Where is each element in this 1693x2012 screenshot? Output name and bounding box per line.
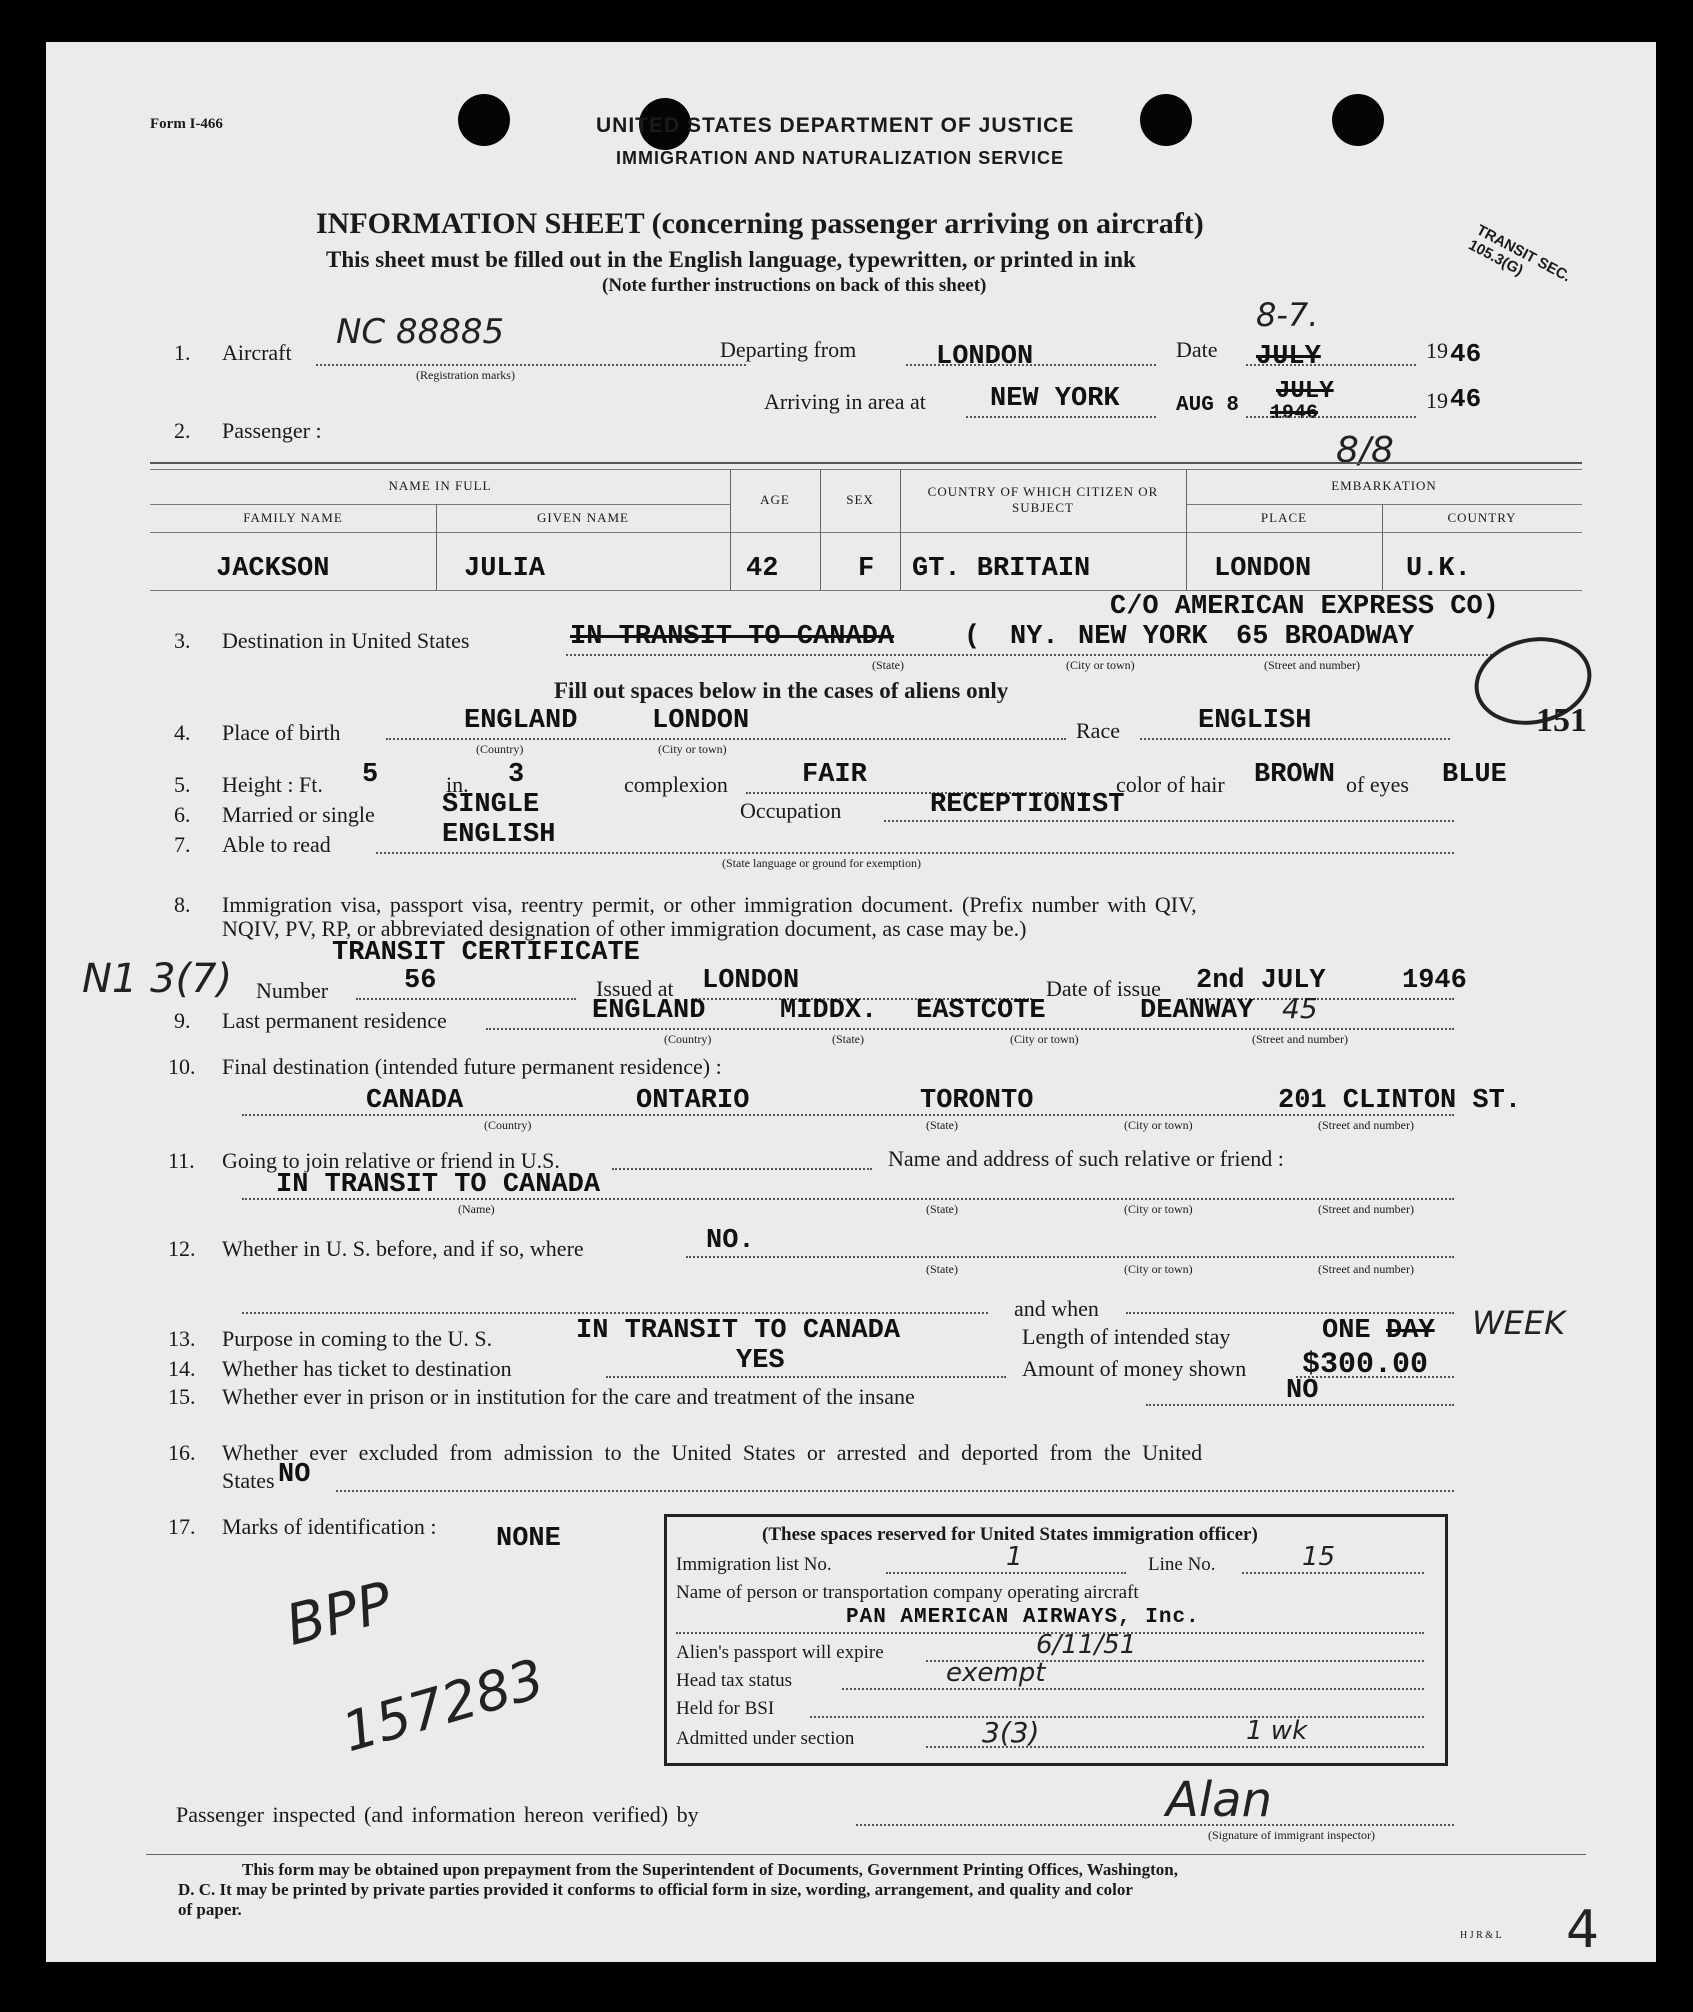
handwritten-code: BPP bbox=[279, 1570, 399, 1659]
header-country-citizen: COUNTRY OF WHICH CITIZEN OR SUBJECT bbox=[927, 484, 1159, 515]
header-age: AGE bbox=[760, 492, 790, 507]
bsi-label: Held for BSI bbox=[676, 1698, 775, 1719]
destination-state: NY. bbox=[1010, 622, 1059, 652]
registration-caption: (Registration marks) bbox=[416, 368, 515, 382]
admitted-section: 3(3) bbox=[982, 1716, 1040, 1749]
excluded-value: NO bbox=[278, 1460, 311, 1490]
section-label: Admitted under section bbox=[676, 1728, 855, 1749]
height-feet: 5 bbox=[362, 760, 379, 790]
stay-length: ONE bbox=[1322, 1316, 1371, 1346]
transit-stamp: TRANSIT SEC. 105.3(G) bbox=[1465, 221, 1574, 286]
caption-street: (Street and number) bbox=[1264, 658, 1360, 672]
year-prefix: 19 bbox=[1426, 388, 1448, 413]
header-embarkation: EMBARKATION bbox=[1331, 478, 1437, 493]
arrival-year: 46 bbox=[1450, 384, 1482, 414]
hair-color: BROWN bbox=[1254, 760, 1336, 790]
year-prefix: 19 bbox=[1426, 338, 1448, 363]
caption-street: (Street and number) bbox=[1318, 1118, 1414, 1132]
aliens-only-heading: Fill out spaces below in the cases of aliens only bbox=[554, 678, 1009, 703]
item-number: 9. bbox=[174, 1008, 191, 1033]
given-name: JULIA bbox=[464, 554, 546, 584]
caption-city: (City or town) bbox=[1124, 1118, 1193, 1132]
purpose: IN TRANSIT TO CANADA bbox=[576, 1316, 901, 1346]
prison-value: NO bbox=[1286, 1376, 1319, 1406]
issue-year: 1946 bbox=[1402, 966, 1467, 996]
caption-street: (Street and number) bbox=[1318, 1262, 1414, 1276]
item-number: 7. bbox=[174, 832, 191, 857]
stay-struck: DAY bbox=[1386, 1316, 1435, 1346]
item-number: 14. bbox=[168, 1356, 196, 1381]
line-number: 15 bbox=[1302, 1542, 1336, 1572]
inspected-label: Passenger inspected (and information hereon verified) by bbox=[176, 1802, 699, 1827]
destination-paren: ( bbox=[964, 622, 981, 652]
caption-street: (Street and number) bbox=[1318, 1202, 1414, 1216]
eye-color: BLUE bbox=[1442, 760, 1507, 790]
residence-street: DEANWAY bbox=[1140, 996, 1254, 1026]
service-title: IMMIGRATION AND NATURALIZATION SERVICE bbox=[616, 148, 1064, 168]
stay-handwritten: WEEK bbox=[1472, 1304, 1566, 1342]
departure-date-day: 8-7. bbox=[1256, 296, 1319, 334]
final-state: ONTARIO bbox=[636, 1086, 750, 1116]
company-name: PAN AMERICAN AIRWAYS, Inc. bbox=[846, 1606, 1200, 1629]
caption-city: (City or town) bbox=[658, 742, 727, 756]
birth-city: LONDON bbox=[652, 706, 750, 736]
caption-city: (City or town) bbox=[1124, 1202, 1193, 1216]
complexion: FAIR bbox=[802, 760, 867, 790]
occupation-label: Occupation bbox=[740, 798, 842, 823]
departing-from: LONDON bbox=[936, 342, 1034, 372]
caption-state: (State) bbox=[926, 1262, 958, 1276]
caption-state: (State) bbox=[872, 658, 904, 672]
header-family-name: FAMILY NAME bbox=[243, 510, 343, 525]
issued-label: Issued at bbox=[596, 976, 674, 1001]
embarkation-country: U.K. bbox=[1406, 554, 1471, 584]
item-number: 13. bbox=[168, 1326, 196, 1351]
item-number: 5. bbox=[174, 772, 191, 797]
item-number: 6. bbox=[174, 802, 191, 827]
relative-value: IN TRANSIT TO CANADA bbox=[276, 1170, 601, 1200]
officer-heading: (These spaces reserved for United States immigration officer) bbox=[762, 1524, 1258, 1545]
departing-label: Departing from bbox=[720, 337, 857, 362]
caption-city: (City or town) bbox=[1010, 1032, 1079, 1046]
arrival-date-stamp: AUG 8 bbox=[1176, 394, 1240, 417]
margin-number: 151 bbox=[1536, 702, 1587, 739]
line-label: Line No. bbox=[1148, 1554, 1216, 1575]
marital-label: Married or single bbox=[222, 802, 375, 827]
caption-name: (Name) bbox=[458, 1202, 495, 1216]
arrival-year-struck: 1946 bbox=[1270, 402, 1319, 425]
final-street: 201 CLINTON ST. bbox=[1278, 1086, 1522, 1116]
issue-date: 2nd JULY bbox=[1196, 966, 1326, 996]
item-number: 1. bbox=[174, 340, 191, 365]
eyes-label: of eyes bbox=[1346, 772, 1409, 797]
race-label: Race bbox=[1076, 718, 1120, 743]
punch-hole bbox=[1140, 94, 1192, 146]
punch-hole bbox=[458, 94, 510, 146]
arriving-label: Arriving in area at bbox=[764, 389, 926, 414]
handwritten-number: 157283 bbox=[335, 1646, 551, 1765]
excluded-line-1: Whether ever excluded from admission to the United States or arrested and deported from the United bbox=[222, 1440, 1203, 1465]
company-label: Name of person or transportation company operating aircraft bbox=[676, 1582, 1139, 1603]
destination-street: 65 BROADWAY bbox=[1236, 622, 1415, 652]
join-relative-label: Going to join relative or friend in U.S. bbox=[222, 1148, 560, 1173]
printer-mark: H J R & L bbox=[1460, 1930, 1502, 1941]
age: 42 bbox=[746, 554, 779, 584]
departure-year: 46 bbox=[1450, 339, 1482, 369]
caption-city: (City or town) bbox=[1066, 658, 1135, 672]
birth-country: ENGLAND bbox=[464, 706, 578, 736]
language-caption: (State language or ground for exemption) bbox=[722, 856, 921, 870]
item-number: 16. bbox=[168, 1440, 196, 1465]
passenger-label: Passenger : bbox=[222, 418, 322, 443]
issue-date-label: Date of issue bbox=[1046, 976, 1161, 1001]
header-sex: SEX bbox=[846, 492, 874, 507]
citizenship: GT. BRITAIN bbox=[912, 554, 1091, 584]
form-number: Form I-466 bbox=[150, 116, 223, 132]
stay-label: Length of intended stay bbox=[1022, 1324, 1231, 1349]
has-ticket: YES bbox=[736, 1346, 785, 1376]
complexion-label: complexion bbox=[624, 772, 728, 797]
arriving-area: NEW YORK bbox=[990, 384, 1120, 414]
caption-state: (State) bbox=[926, 1118, 958, 1132]
embarkation-place: LONDON bbox=[1214, 554, 1312, 584]
page-number: 4 bbox=[1566, 1900, 1600, 1960]
caption-city: (City or town) bbox=[1124, 1262, 1193, 1276]
hair-label: color of hair bbox=[1116, 772, 1225, 797]
document-number: 56 bbox=[404, 966, 437, 996]
handwritten-date-note: 8/8 bbox=[1336, 430, 1394, 471]
caption-country: (Country) bbox=[484, 1118, 532, 1132]
sex: F bbox=[858, 554, 875, 584]
caption-state: (State) bbox=[926, 1202, 958, 1216]
signature-caption: (Signature of immigrant inspector) bbox=[1208, 1828, 1375, 1842]
item-number: 2. bbox=[174, 418, 191, 443]
passport-label: Alien's passport will expire bbox=[676, 1642, 884, 1663]
family-name: JACKSON bbox=[216, 554, 330, 584]
money-label: Amount of money shown bbox=[1022, 1356, 1247, 1381]
item-number: 12. bbox=[168, 1236, 196, 1261]
care-of: C/O AMERICAN EXPRESS CO) bbox=[1110, 592, 1499, 622]
caption-country: (Country) bbox=[476, 742, 524, 756]
destination-label: Destination in United States bbox=[222, 628, 470, 653]
inspector-signature: Alan bbox=[1166, 1772, 1273, 1828]
and-when-label: and when bbox=[1014, 1296, 1099, 1321]
header-emb-country: COUNTRY bbox=[1447, 510, 1517, 525]
tax-status: exempt bbox=[946, 1658, 1046, 1688]
marks-label: Marks of identification : bbox=[222, 1514, 437, 1539]
form-page bbox=[46, 42, 1656, 1962]
ticket-label: Whether has ticket to destination bbox=[222, 1356, 512, 1381]
height-label: Height : Ft. bbox=[222, 772, 323, 797]
caption-street: (Street and number) bbox=[1252, 1032, 1348, 1046]
race: ENGLISH bbox=[1198, 706, 1312, 736]
list-number: 1 bbox=[1006, 1542, 1023, 1572]
previous-us-label: Whether in U. S. before, and if so, where bbox=[222, 1236, 584, 1261]
destination-struck: IN TRANSIT TO CANADA bbox=[570, 622, 895, 652]
previous-us-value: NO. bbox=[706, 1226, 755, 1256]
caption-country: (Country) bbox=[664, 1032, 712, 1046]
agency-title: UNITED STATES DEPARTMENT OF JUSTICE bbox=[596, 114, 1075, 137]
purpose-label: Purpose in coming to the U. S. bbox=[222, 1326, 493, 1351]
residence-street-number: 45 bbox=[1282, 992, 1318, 1025]
residence-city: EASTCOTE bbox=[916, 996, 1046, 1026]
number-label: Number bbox=[256, 978, 329, 1003]
relative-name-label: Name and address of such relative or friend : bbox=[888, 1146, 1284, 1171]
header-given-name: GIVEN NAME bbox=[537, 510, 629, 525]
instructions-note: (Note further instructions on back of this sheet) bbox=[602, 275, 987, 296]
footer-line-3: of paper. bbox=[178, 1900, 242, 1919]
footer-line-2: D. C. It may be printed by private parties provided it conforms to official form in size, wording, arrangement, and quality and color bbox=[178, 1880, 1133, 1899]
inches-label: in. bbox=[446, 772, 469, 797]
admitted-note: 1 wk bbox=[1246, 1716, 1308, 1746]
prison-label: Whether ever in prison or in institution for the care and treatment of the insane bbox=[222, 1384, 915, 1409]
final-city: TORONTO bbox=[920, 1086, 1034, 1116]
residence-country: ENGLAND bbox=[592, 996, 706, 1026]
birthplace-label: Place of birth bbox=[222, 720, 341, 745]
residence-label: Last permanent residence bbox=[222, 1008, 447, 1033]
page-title: INFORMATION SHEET (concerning passenger arriving on aircraft) bbox=[316, 207, 1204, 240]
item-number: 17. bbox=[168, 1514, 196, 1539]
list-label: Immigration list No. bbox=[676, 1554, 832, 1575]
item-number: 3. bbox=[174, 628, 191, 653]
tax-label: Head tax status bbox=[676, 1670, 793, 1691]
final-destination-label: Final destination (intended future permanent residence) : bbox=[222, 1054, 722, 1079]
document-instructions-1: Immigration visa, passport visa, reentry permit, or other immigration document. (Prefix number with QIV, bbox=[222, 892, 1197, 917]
margin-note: N1 3(7) bbox=[82, 956, 233, 1002]
residence-state: MIDDX. bbox=[780, 996, 878, 1026]
excluded-line-2: States bbox=[222, 1468, 275, 1493]
aircraft-label: Aircraft bbox=[222, 340, 292, 365]
item-number: 11. bbox=[168, 1148, 195, 1173]
item-number: 8. bbox=[174, 892, 191, 917]
marks-value: NONE bbox=[496, 1524, 561, 1554]
item-number: 15. bbox=[168, 1384, 196, 1409]
caption-state: (State) bbox=[832, 1032, 864, 1046]
header-name-in-full: NAME IN FULL bbox=[388, 478, 492, 493]
marital-status: SINGLE bbox=[442, 790, 540, 820]
footer-line-1: This form may be obtained upon prepayment from the Superintendent of Documents, Government Printing Offices, Washington, bbox=[242, 1860, 1178, 1879]
height-inches: 3 bbox=[508, 760, 525, 790]
read-label: Able to read bbox=[222, 832, 331, 857]
header-place: PLACE bbox=[1260, 510, 1308, 525]
final-country: CANADA bbox=[366, 1086, 464, 1116]
issued-at: LONDON bbox=[702, 966, 800, 996]
departure-month: JULY bbox=[1256, 342, 1321, 372]
item-number: 4. bbox=[174, 720, 191, 745]
document-type: TRANSIT CERTIFICATE bbox=[332, 938, 640, 968]
item-number: 10. bbox=[168, 1054, 196, 1079]
occupation: RECEPTIONIST bbox=[930, 790, 1125, 820]
destination-city: NEW YORK bbox=[1078, 622, 1208, 652]
subtitle: This sheet must be filled out in the English language, typewritten, or printed in ink bbox=[326, 247, 1136, 272]
money-shown: $300.00 bbox=[1302, 1348, 1429, 1382]
arrival-month-struck: JULY bbox=[1276, 378, 1334, 405]
passport-expiry: 6/11/51 bbox=[1036, 1630, 1137, 1660]
date-label: Date bbox=[1176, 337, 1218, 362]
document-instructions-2: NQIV, PV, RP, or abbreviated designation of other immigration document, as case may be.) bbox=[222, 916, 1027, 941]
punch-hole bbox=[1332, 94, 1384, 146]
languages-read: ENGLISH bbox=[442, 820, 556, 850]
aircraft-registration: NC 88885 bbox=[336, 312, 505, 352]
